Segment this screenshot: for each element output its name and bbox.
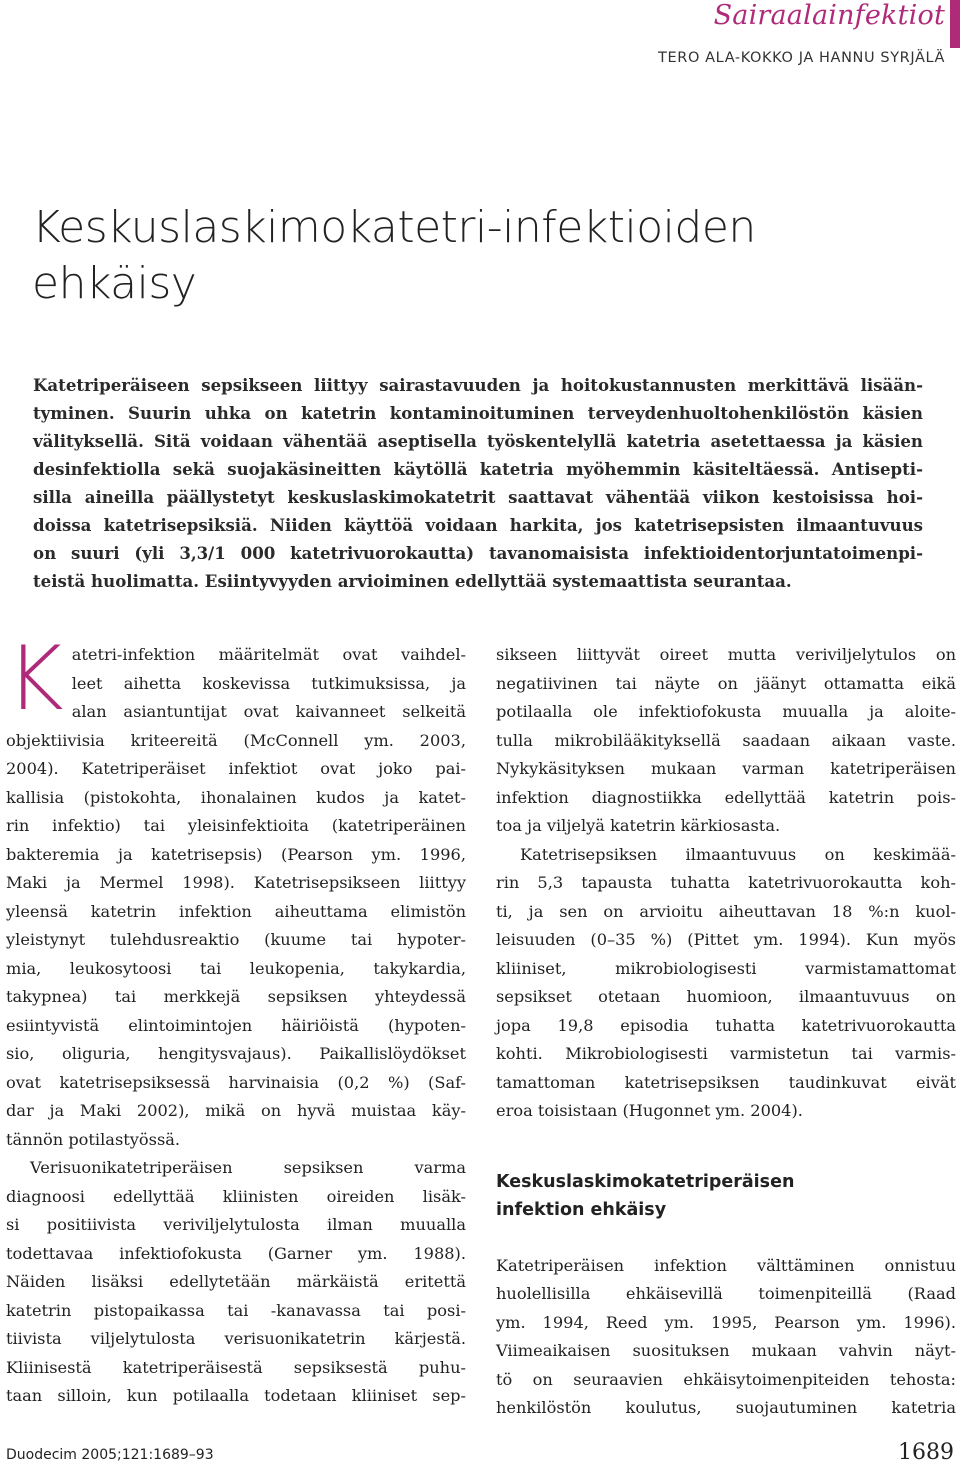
body-column-left (6, 641, 466, 1411)
paragraph-line: Katetriperäisen infektion välttäminen onnistuu (496, 1255, 956, 1275)
paragraph-line: si positiivista veriviljelytulosta ilman muualla (6, 1215, 466, 1234)
section-color-bar (950, 0, 960, 48)
paragraph-line: taan silloin, kun potilaalla todetaan kliiniset sep- (6, 1386, 466, 1405)
paragraph-line: bakteremia ja katetrisepsis) (Pearson ym. 1996, (6, 844, 466, 864)
paragraph-line: huolellisilla ehkäisevillä toimenpiteillä (Raad (496, 1284, 956, 1303)
journal-citation: Duodecim 2005;121:1689–93 (6, 1447, 214, 1463)
paragraph-line: esiintyvistä elintoimintojen häiriöistä (hypoten- (6, 1015, 466, 1035)
paragraph (496, 841, 956, 1126)
paragraph-line: tiivista viljelytulosta verisuonikatetrin kärjestä. (6, 1329, 466, 1348)
paragraph-line: mia, leukosytoosi tai leukopenia, takykardia, (6, 958, 466, 978)
opening-paragraph-head (6, 641, 466, 727)
title-line: Keskuslaskimokatetri-infektioiden (32, 202, 756, 253)
abstract-line: Katetriperäiseen sepsikseen liittyy sairastavuuden ja hoitokustannusten merkittävä lisään- (33, 375, 923, 395)
paragraph-line: Katetrisepsiksen ilmaantuvuus on keskimää- (520, 844, 956, 864)
paragraph-line: potilaalla ole infektiofokusta muualla ja aloite- (496, 702, 956, 721)
abstract-line: teistä huolimatta. Esiintyvyyden arvioiminen edellyttää systemaattista seurantaa. (33, 571, 792, 591)
paragraph-line: yleistynyt tulehdusreaktio (kuume tai hypoter- (6, 930, 466, 949)
paragraph-line: eroa toisistaan (Hugonnet ym. 2004). (496, 1101, 803, 1120)
paragraph-line: ti, ja sen on arvioitu aiheuttavan 18 %:n kuol- (496, 901, 956, 921)
paragraph-line: Viimeaikaisen suosituksen mukaan vahvin näyt- (496, 1341, 956, 1360)
paragraph-line: Näiden lisäksi edellytetään märkäistä eritettä (6, 1272, 466, 1291)
paragraph-line: Kliinisestä katetriperäisestä sepsiksestä puhu- (6, 1357, 466, 1377)
paragraph-line: tö on seuraavien ehkäisytoimenpiteiden tehosta: (496, 1369, 956, 1389)
paragraph-line: kohti. Mikrobiologisesti varmistetun tai varmis- (496, 1044, 956, 1063)
paragraph-line: Nykykäsityksen mukaan varman katetriperäisen (496, 759, 956, 778)
paragraph-line: infektion diagnostiikka edellyttää katetrin pois- (496, 787, 956, 807)
paragraph-line: ovat katetrisepsiksessä harvinaisia (0,2 %) (Saf- (6, 1072, 466, 1092)
abstract-line: välityksellä. Sitä voidaan vähentää aseptisella työskentelyllä katetria asetettaessa ja käsien (33, 431, 923, 451)
drop-cap: K (6, 641, 64, 727)
paragraph-line: leet aihetta koskevissa tutkimuksissa, ja (71, 673, 466, 693)
paragraph-line: ym. 1994, Reed ym. 1995, Pearson ym. 1996). (496, 1312, 956, 1332)
paragraph-line: 2004). Katetriperäiset infektiot ovat joko pai- (6, 759, 466, 778)
paragraph-line: jopa 19,8 episodia tuhatta katetrivuorokautta (496, 1015, 956, 1035)
section-name: Sairaalainfektiot (713, 0, 945, 31)
paragraph-line: sepsikset otetaan huomioon, ilmaantuvuus on (496, 987, 956, 1006)
paragraph-line: tulla mikrobilääkityksellä saadaan aikaan vaste. (496, 730, 956, 750)
paragraph-line: tamattoman katetrisepsiksen taudinkuvat eivät (496, 1072, 956, 1092)
paragraph-line: leisuuden (0–35 %) (Pittet ym. 1994). Kun myös (496, 930, 956, 949)
paragraph-line: kliiniset, mikrobiologisesti varmistamattomat (496, 958, 956, 978)
body-column-right (496, 641, 956, 1423)
paragraph-line: toa ja viljelyä katetrin kärkiosasta. (496, 816, 781, 835)
paragraph-line: rin infektio) tai yleisinfektioita (katetriperäinen (6, 816, 466, 835)
paragraph-line: sikseen liittyvät oireet mutta veriviljelytulos on (496, 645, 956, 664)
abstract-line: doissa katetrisepsiksiä. Niiden käyttöä voidaan harkita, jos katetrisepsisten ilmaantuvuus (33, 515, 923, 535)
paragraph-line: diagnoosi edellyttää kliinisten oireiden lisäk- (6, 1186, 466, 1206)
paragraph-line: henkilöstön koulutus, suojautuminen katetria (496, 1398, 956, 1417)
abstract-line: on suuri (yli 3,3/1 000 katetrivuorokautta) tavanomaisista infektioidentorjuntatoimenpi- (33, 543, 923, 563)
paragraph-line: sio, oliguria, hengitysvajaus). Paikallislöydökset (6, 1044, 466, 1063)
paragraph-line: takypnea) tai merkkejä sepsiksen yhteydessä (6, 987, 466, 1006)
paragraph-line: atetri-infektion määritelmät ovat vaihdel- (71, 645, 466, 664)
article-authors: TERO ALA-KOKKO JA HANNU SYRJÄLÄ (658, 50, 945, 66)
section-subheading (496, 1168, 956, 1224)
paragraph-line: tännön potilastyössä. (6, 1129, 181, 1149)
paragraph-line: dar ja Maki 2002), mikä on hyvä muistaa käy- (6, 1101, 466, 1120)
abstract (33, 371, 923, 595)
paragraph-line: negatiivinen tai näyte on jäänyt ottamatta eikä (496, 673, 956, 693)
paragraph-line: katetrin pistopaikassa tai -kanavassa tai posi- (6, 1300, 466, 1320)
subheading-line: Keskuslaskimokatetriperäisen (496, 1171, 795, 1192)
paragraph-line: objektiivisia kriteereitä (McConnell ym. 2003, (6, 730, 466, 750)
paragraph-line: rin 5,3 tapausta tuhatta katetrivuorokautta koh- (496, 873, 956, 892)
paragraph (6, 727, 466, 1155)
abstract-line: silla aineilla päällystetyt keskuslaskimokatetrit saattavat vähentää viikon kestoisissa hoi- (33, 487, 923, 507)
abstract-line: tyminen. Suurin uhka on katetrin kontaminoituminen terveydenhuoltohenkilöstön käsien (33, 403, 923, 423)
paragraph-line: yleensä katetrin infektion aiheuttama elimistön (6, 901, 466, 921)
title-line: ehkäisy (32, 258, 197, 309)
paragraph (496, 641, 956, 841)
paragraph (496, 1252, 956, 1423)
paragraph-line: kallisia (pistokohta, ihonalainen kudos ja katet- (6, 787, 466, 807)
page-number: 1689 (898, 1440, 954, 1465)
subheading-line: infektion ehkäisy (496, 1199, 667, 1220)
paragraph (6, 1154, 466, 1411)
article-title (32, 200, 932, 312)
abstract-line: desinfektiolla sekä suojakäsineitten käytöllä katetria myöhemmin käsiteltäessä. Antisepti- (33, 459, 923, 479)
paragraph-line: alan asiantuntijat ovat kaivanneet selkeitä (71, 702, 466, 721)
paragraph-line: Maki ja Mermel 1998). Katetrisepsikseen liittyy (6, 873, 466, 892)
paragraph-line: todettavaa infektiofokusta (Garner ym. 1988). (6, 1243, 466, 1263)
paragraph-line: Verisuonikatetriperäisen sepsiksen varma (30, 1158, 466, 1177)
